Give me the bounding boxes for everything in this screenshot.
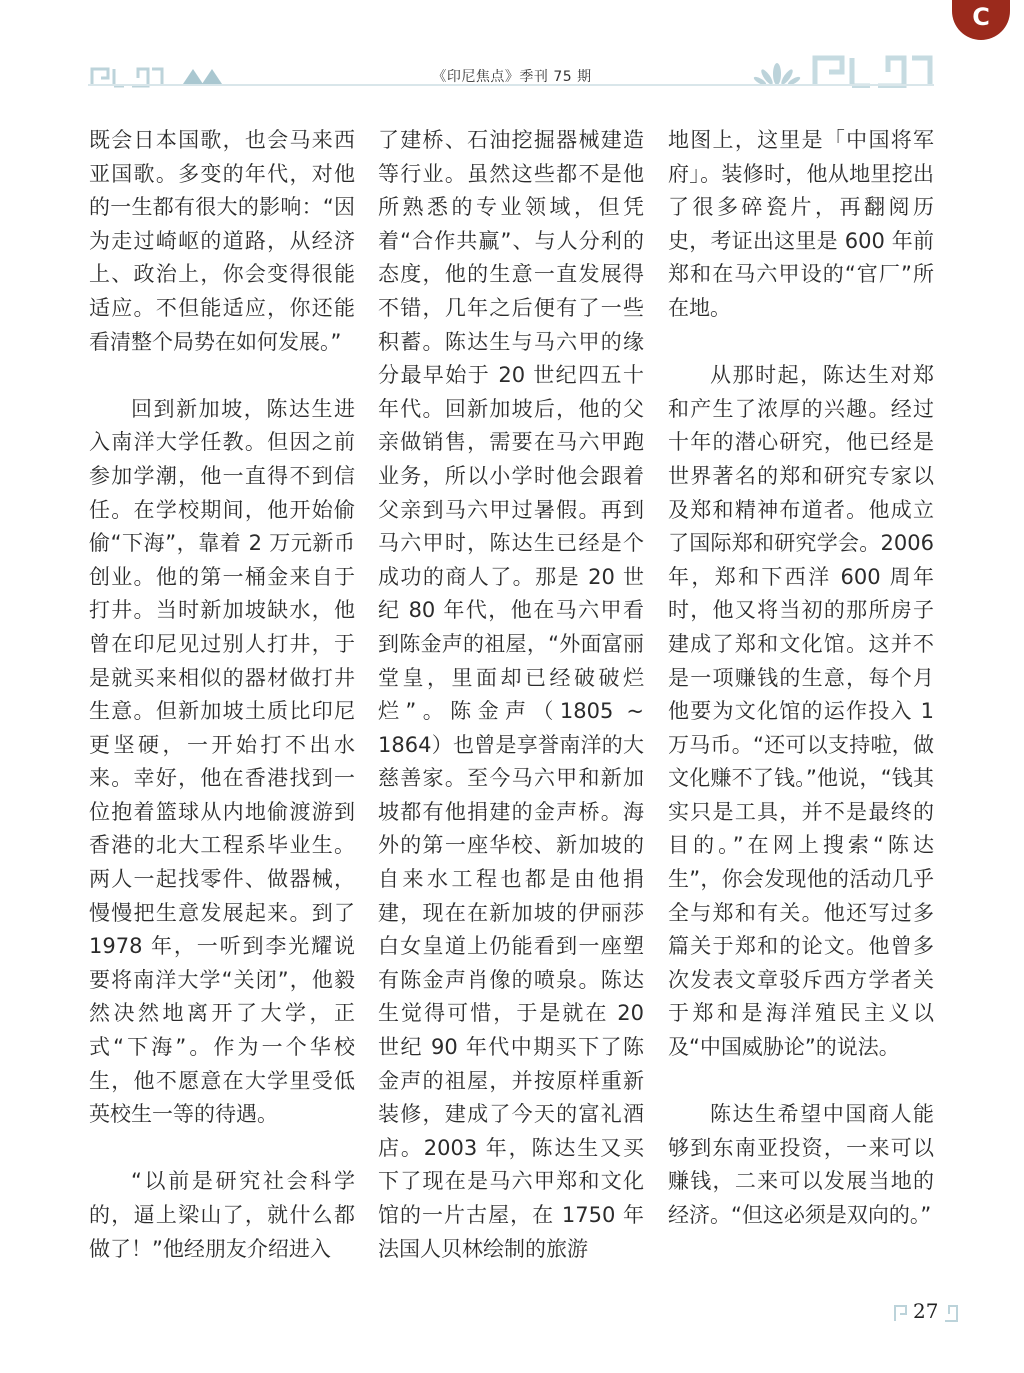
paragraph: 陈达生希望中国商人能够到东南亚投资，一来可以赚钱，二来可以发展当地的经济。“但这必须是双向的。” (668, 1102, 934, 1227)
text-column-3 (668, 124, 934, 1233)
paragraph: 了建桥、石油挖掘器械建造等行业。虽然这些都不是他所熟悉的专业领域，但凭着“合作共赢”、与人分利的态度，他的生意一直发展得不错，几年之后便有了一些积蓄。陈达生与马六甲的缘分最早始于 20 世纪四五十年代。回新加坡后，他的父亲做销售，需要在马六甲跑业务，所以小学时他会跟着父亲到马六甲过暑假。再到马六甲时，陈达生已经是个成功的商人了。那是 20 世纪 80 年代，他在马六甲看到陈金声的祖屋，“外面富丽堂皇，里面却已经破破烂烂”。陈金声（1805 ~ 1864）也曾是享誉南洋的大慈善家。至今马六甲和新加坡都有他捐建的金声桥。海外的第一座华校、新加坡的自来水工程也都是由他捐建，现在在新加坡的伊丽莎白女皇道上仍能看到一座塑有陈金声肖像的喷泉。陈达生觉得可惜，于是就在 20 世纪 90 年代中期买下了陈金声的祖屋，并按原样重新装修，建成了今天的富礼酒店。2003 年，陈达生又买下了现在是马六甲郑和文化馆的一片古屋，在 1750 年法国人贝林绘制的旅游 (378, 128, 644, 1261)
footer-fret-left-icon (893, 1304, 909, 1322)
text-column-1 (89, 124, 355, 1266)
paragraph: “以前是研究社会科学的，逼上梁山了，就什么都做了！”他经朋友介绍进入 (89, 1169, 355, 1261)
paragraph: 回到新加坡，陈达生进入南洋大学任教。但因之前参加学潮，他一直得不到信任。在学校期间，他开始偷偷“下海”，靠着 2 万元新币创业。他的第一桶金来自于打井。当时新加坡缺水，他曾在印尼见过别人打井，于是就买来相似的器材做打井生意。但新加坡土质比印尼更坚硬，一开始打不出水来。幸好，他在香港找到一位抱着篮球从内地偷渡游到香港的北大工程系毕业生。两人一起找零件、做器械，慢慢把生意发展起来。到了 1978 年，一听到李光耀说要将南洋大学“关闭”，他毅然决然地离开了大学，正式“下海”。作为一个华校生，他不愿意在大学里受低英校生一等的待遇。 (89, 396, 355, 1127)
paragraph: 地图上，这里是「中国将军府」。装修时，他从地里挖出了很多碎瓷片，再翻阅历史，考证出这里是 600 年前郑和在马六甲设的“官厂”所在地。 (668, 128, 934, 320)
text-column-2 (378, 124, 644, 1266)
paragraph: 既会日本国歌，也会马来西亚国歌。多变的年代，对他的一生都有很大的影响：“因为走过崎岖的道路，从经济上、政治上，你会变得很能适应。不但能适应，你还能看清整个局势在如何发展。” (89, 128, 355, 354)
footer-fret-right-icon (943, 1304, 961, 1322)
page-number: 27 (913, 1299, 939, 1323)
magazine-issue-title: 《印尼焦点》季刊 75 期 (432, 69, 592, 85)
paragraph: 从那时起，陈达生对郑和产生了浓厚的兴趣。经过十年的潜心研究，他已经是世界著名的郑和研究专家以及郑和精神布道者。他成立了国际郑和研究学会。2006 年，郑和下西洋 600 周年时，他又将当初的那所房子建成了郑和文化馆。这并不是一项赚钱的生意，每个月他要为文化馆的运作投入 1 万马币。“还可以支持啦，做文化赚不了钱。”他说，“钱其实只是工具，并不是最终的目的。”在网上搜索“陈达生”，你会发现他的活动几乎全与郑和有关。他还写过多篇关于郑和的论文。他曾多次发表文章驳斥西方学者关于郑和是海洋殖民主义以及“中国威胁论”的说法。 (668, 363, 934, 1060)
corner-badge: C (952, 0, 1010, 40)
